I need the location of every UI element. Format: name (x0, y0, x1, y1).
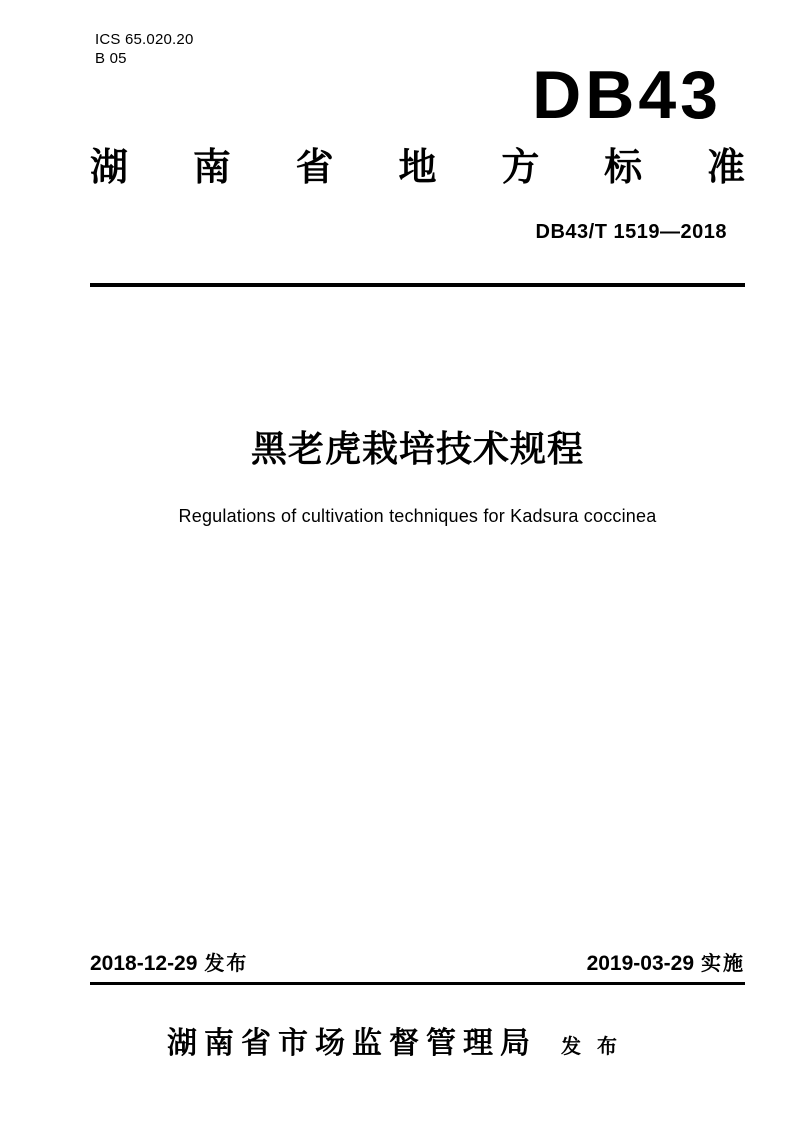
publisher-row (0, 1026, 800, 1062)
implementation-date-label: 实施 (701, 953, 745, 975)
issue-date: 2018-12-29 (90, 952, 198, 975)
standard-name-char: 方 (501, 147, 540, 189)
ics-code: ICS 65.020.20 (95, 31, 194, 48)
doc-number: DB43/T 1519—2018 (535, 221, 727, 243)
standard-name-char: 湖 (90, 147, 129, 189)
issue-date-group (90, 951, 248, 977)
standard-name-char: 准 (706, 147, 745, 189)
issue-date-label: 发布 (204, 953, 249, 975)
standard-name-char: 省 (295, 147, 334, 189)
doc-title-english: Regulations of cultivation techniques for Kadsura coccinea (178, 506, 657, 526)
standard-name-char: 标 (604, 147, 643, 189)
doc-title-chinese: 黑老虎栽培技术规程 (250, 428, 584, 469)
top-divider-rule (90, 283, 745, 287)
implementation-date: 2019-03-29 (586, 952, 694, 975)
standard-name-row (90, 146, 745, 190)
publisher-name: 湖南省市场监督管理局 (167, 1027, 537, 1060)
classification-code: B 05 (95, 50, 127, 67)
implementation-date-group (587, 951, 745, 977)
dates-row (90, 951, 745, 977)
publish-label: 发布 (561, 1036, 633, 1058)
bottom-divider-rule (90, 982, 745, 985)
standard-name-char: 地 (398, 147, 437, 189)
standard-name-char: 南 (192, 147, 231, 189)
ics-classification-block (95, 30, 194, 68)
standard-logo: DB43 (532, 57, 722, 133)
